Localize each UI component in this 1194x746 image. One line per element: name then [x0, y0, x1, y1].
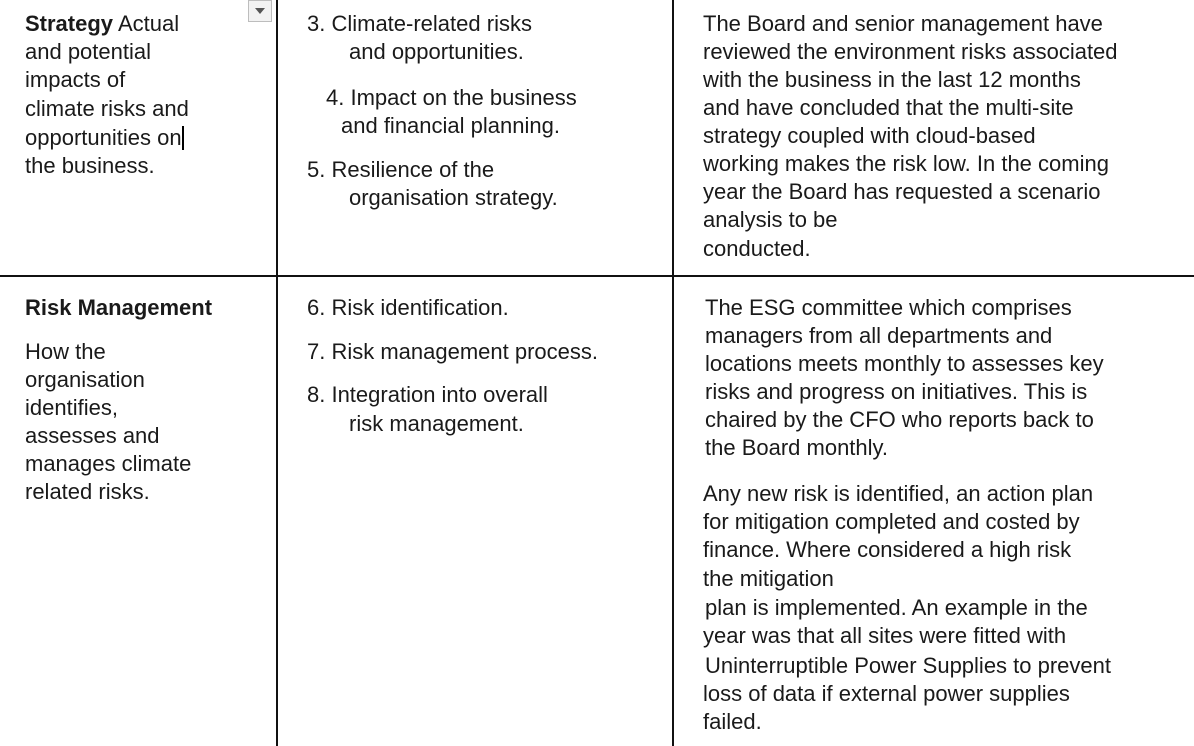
strategy-response-line: with the business in the last 12 months [703, 67, 1081, 92]
risk-description-line: organisation [25, 367, 145, 392]
risk-description-line: assesses and [25, 423, 160, 448]
strategy-description-line: the business. [25, 153, 155, 178]
strategy-response-line: and have concluded that the multi-site [703, 95, 1074, 120]
strategy-response-line: working makes the risk low. In the coming [703, 151, 1109, 176]
risk-response-line: the mitigation [703, 566, 834, 591]
risk-response-line: risks and progress on initiatives. This is [705, 379, 1088, 404]
strategy-description-line: opportunities on [25, 125, 182, 150]
strategy-response-line: year the Board has requested a scenario [703, 179, 1101, 204]
risk-response-line: chaired by the CFO who reports back to [705, 407, 1094, 432]
strategy-description-line: climate risks and [25, 96, 189, 121]
risk-response-line: The ESG committee which comprises [705, 295, 1072, 320]
strategy-response-line: conducted. [703, 236, 811, 261]
list-item: 7. Risk management process. [307, 339, 599, 364]
risk-response-line: locations meets monthly to assesses key [705, 351, 1104, 376]
strategy-response-line: The Board and senior management have [703, 11, 1103, 36]
column-divider-2 [672, 0, 674, 746]
list-item: 4. Impact on the business [326, 85, 577, 110]
risk-response-line: finance. Where considered a high risk [703, 537, 1072, 562]
list-item-continuation: and financial planning. [341, 113, 560, 138]
risk-response-line: Uninterruptible Power Supplies to prevent [705, 653, 1112, 678]
risk-description-line: manages climate [25, 451, 192, 476]
strategy-description-line-1: Strategy Actual [25, 11, 180, 36]
strategy-heading: Strategy [25, 11, 114, 36]
risk-management-heading: Risk Management [25, 295, 213, 320]
list-item: 5. Resilience of the [307, 157, 495, 182]
risk-description-line: identifies, [25, 395, 118, 420]
list-item-continuation: risk management. [349, 411, 524, 436]
strategy-description-line: and potential [25, 39, 151, 64]
strategy-response-line: analysis to be [703, 207, 838, 232]
risk-response-line: loss of data if external power supplies [703, 681, 1070, 706]
list-item: 8. Integration into overall [307, 382, 548, 407]
risk-response-line: failed. [703, 709, 762, 734]
risk-response-line: the Board monthly. [705, 435, 889, 460]
risk-description-line: related risks. [25, 479, 150, 504]
list-item: 6. Risk identification. [307, 295, 509, 320]
risk-response-line: for mitigation completed and costed by [703, 509, 1080, 534]
strategy-response-line: reviewed the environment risks associated [703, 39, 1118, 64]
risk-response-line: Any new risk is identified, an action plan [703, 481, 1094, 506]
risk-response-line: plan is implemented. An example in the [705, 595, 1088, 620]
risk-response-line: managers from all departments and [705, 323, 1053, 348]
risk-response-line: year was that all sites were fitted with [703, 623, 1067, 648]
list-item-continuation: organisation strategy. [349, 185, 558, 210]
text-cursor [182, 126, 184, 150]
cell-dropdown-button[interactable] [248, 0, 272, 22]
risk-description-line: How the [25, 339, 106, 364]
strategy-response-line: strategy coupled with cloud-based [703, 123, 1036, 148]
column-divider-1 [276, 0, 278, 746]
strategy-description-line: impacts of [25, 67, 126, 92]
list-item: 3. Climate-related risks [307, 11, 532, 36]
list-item-continuation: and opportunities. [349, 39, 524, 64]
row-divider [0, 275, 1194, 277]
